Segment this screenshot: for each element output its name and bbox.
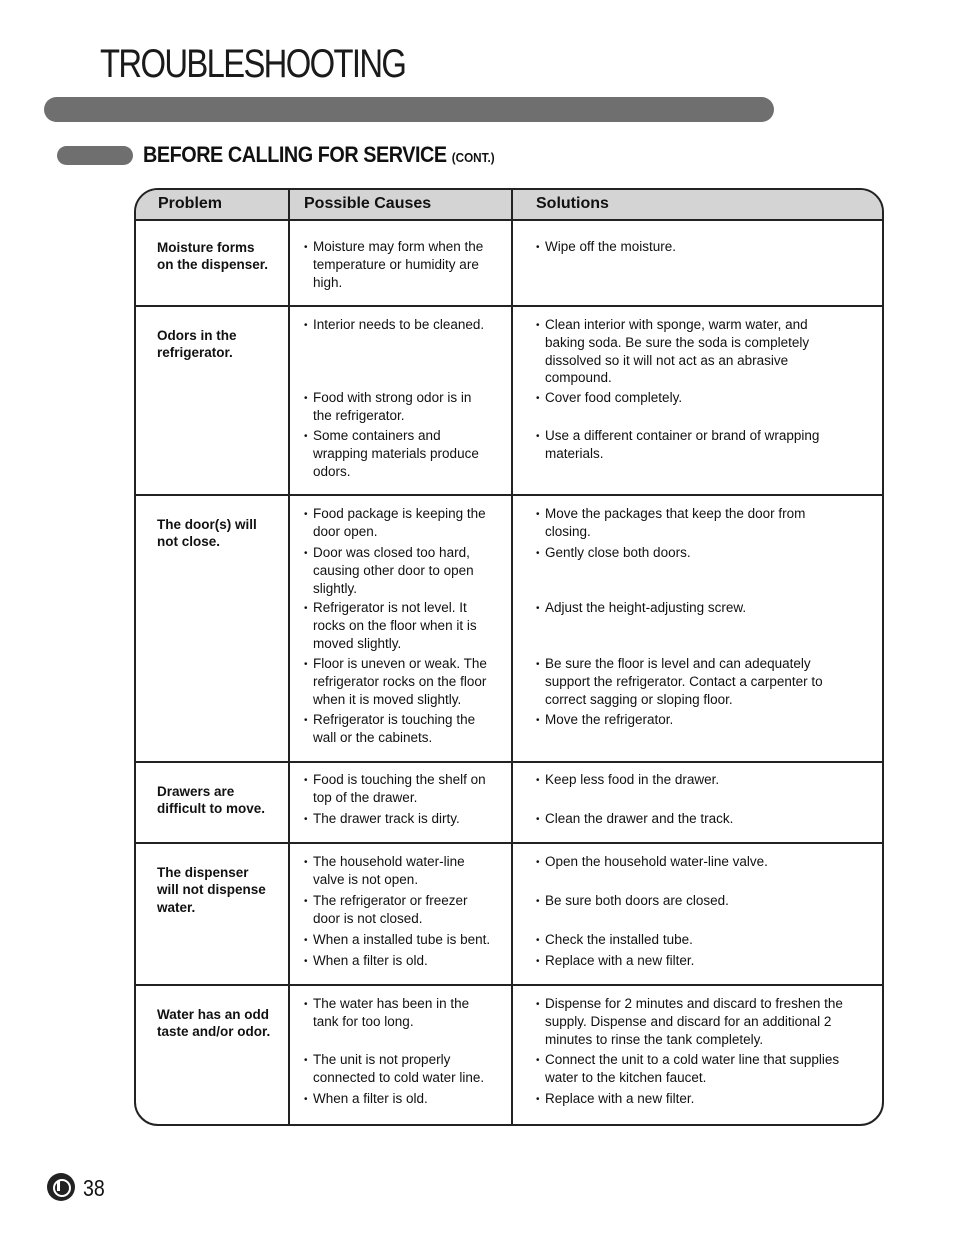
text-line: materials. — [545, 446, 604, 462]
text-line: tank for too long. — [313, 1014, 414, 1030]
text-line: The water has been in the — [313, 996, 470, 1011]
text-line: temperature or humidity are — [313, 257, 479, 273]
text-line: Replace with a new filter. — [545, 953, 695, 968]
text-line: wall or the cabinets. — [313, 730, 433, 746]
cause-item — [304, 316, 518, 334]
text-line: odors. — [313, 463, 351, 479]
text-line: Move the refrigerator. — [545, 712, 674, 727]
text-line: on the dispenser. — [157, 257, 269, 273]
text-line: Clean interior with sponge, warm water, and — [545, 317, 808, 332]
cause-item — [304, 853, 518, 889]
text-line: high. — [313, 274, 343, 290]
solution-item — [536, 892, 880, 910]
text-line: dissolved so it will not act as an abrasive — [545, 352, 789, 368]
text-line: Food package is keeping the — [313, 506, 486, 521]
cause-item — [304, 711, 518, 747]
text-line: Wipe off the moisture. — [545, 239, 677, 254]
text-line: closing. — [545, 524, 591, 540]
text-line: Be sure the floor is level and can adequately — [545, 656, 811, 671]
text-line: when it is moved slightly. — [313, 691, 462, 707]
text-line: top of the drawer. — [313, 790, 418, 806]
solution-item — [536, 810, 880, 828]
text-line: Use a different container or brand of wrapping — [545, 428, 820, 443]
text-line: Water has an odd — [157, 1007, 270, 1022]
header-problem: Problem — [158, 195, 223, 212]
row-divider — [136, 761, 882, 763]
text-line: compound. — [545, 369, 612, 385]
text-line: Keep less food in the drawer. — [545, 772, 720, 787]
text-line: Be sure both doors are closed. — [545, 893, 729, 908]
problem-cell — [157, 516, 282, 551]
cause-item — [304, 1090, 518, 1108]
text-line: Clean the drawer and the track. — [545, 811, 734, 826]
cause-item — [304, 810, 518, 828]
solution-item — [536, 711, 880, 729]
text-line: Replace with a new filter. — [545, 1091, 695, 1106]
cause-item — [304, 771, 518, 807]
text-line: supply. Dispense and discard for an additional 2 — [545, 1014, 832, 1030]
solution-item — [536, 505, 880, 541]
header-solutions: Solutions — [536, 195, 609, 212]
solution-item — [536, 995, 880, 1048]
solution-item — [536, 1051, 880, 1087]
cause-item — [304, 931, 518, 949]
text-line: Some containers and — [313, 428, 441, 443]
text-line: Moisture may form when the — [313, 239, 484, 254]
text-line: The household water-line — [313, 854, 465, 869]
text-line: The dispenser — [157, 865, 249, 880]
row-divider — [136, 984, 882, 986]
section-title-suffix: (CONT.) — [451, 150, 495, 165]
text-line: Food is touching the shelf on — [313, 772, 486, 787]
problem-cell — [157, 864, 282, 916]
solution-item — [536, 931, 880, 949]
text-line: The drawer track is dirty. — [313, 811, 460, 826]
problem-cell — [157, 239, 282, 274]
row-divider — [136, 305, 882, 307]
text-line: minutes to rinse the tank completely. — [545, 1031, 764, 1047]
text-line: Gently close both doors. — [545, 545, 691, 560]
solution-item — [536, 655, 880, 708]
text-line: refrigerator. — [157, 345, 233, 361]
section-pill — [57, 146, 133, 165]
text-line: Floor is uneven or weak. The — [313, 656, 487, 671]
solution-item — [536, 599, 880, 617]
text-line: correct sagging or sloping floor. — [545, 691, 733, 707]
problem-cell — [157, 327, 282, 362]
text-line: The door(s) will — [157, 517, 257, 532]
text-line: Adjust the height-adjusting screw. — [545, 600, 747, 615]
text-line: Odors in the — [157, 328, 237, 343]
table-header — [136, 190, 882, 221]
text-line: The refrigerator or freezer — [313, 893, 468, 908]
text-line: refrigerator rocks on the floor — [313, 674, 487, 690]
text-line: Moisture forms — [157, 240, 255, 255]
solution-item — [536, 427, 880, 463]
text-line: moved slightly. — [313, 635, 402, 651]
text-line: Food with strong odor is in — [313, 390, 472, 405]
text-line: door open. — [313, 524, 378, 540]
cause-item — [304, 544, 518, 597]
text-line: support the refrigerator. Contact a carpenter to — [545, 674, 823, 690]
text-line: Dispense for 2 minutes and discard to freshen the — [545, 996, 843, 1011]
troubleshooting-table — [134, 188, 884, 1126]
cause-item — [304, 892, 518, 928]
row-divider — [136, 494, 882, 496]
solution-item — [536, 1090, 880, 1108]
text-line: baking soda. Be sure the soda is completely — [545, 335, 810, 351]
lg-logo-icon — [47, 1173, 75, 1201]
row-divider — [136, 842, 882, 844]
text-line: Cover food completely. — [545, 390, 683, 405]
section-title-text: BEFORE CALLING FOR SERVICE — [143, 142, 447, 167]
solution-item — [536, 771, 880, 789]
text-line: causing other door to open — [313, 563, 474, 579]
text-line: water. — [157, 899, 196, 915]
text-line: valve is not open. — [313, 872, 419, 888]
text-line: wrapping materials produce — [313, 446, 479, 462]
text-line: rocks on the floor when it is — [313, 618, 477, 634]
text-line: the refrigerator. — [313, 408, 405, 424]
cause-item — [304, 427, 518, 480]
text-line: Door was closed too hard, — [313, 545, 470, 560]
cause-item — [304, 655, 518, 708]
problem-cell — [157, 783, 282, 818]
cause-item — [304, 505, 518, 541]
text-line: connected to cold water line. — [313, 1070, 485, 1086]
text-line: slightly. — [313, 580, 358, 596]
text-line: When a filter is old. — [313, 953, 428, 968]
text-line: taste and/or odor. — [157, 1024, 271, 1040]
header-possible-causes: Possible Causes — [304, 195, 432, 212]
page-number: 38 — [83, 1175, 105, 1201]
text-line: water to the kitchen faucet. — [545, 1070, 707, 1086]
problem-cell — [157, 1006, 282, 1041]
solution-item — [536, 389, 880, 407]
text-line: will not dispense — [157, 882, 266, 898]
cause-item — [304, 389, 518, 425]
text-line: Check the installed tube. — [545, 932, 693, 947]
text-line: The unit is not properly — [313, 1052, 451, 1067]
text-line: Refrigerator is touching the — [313, 712, 476, 727]
text-line: door is not closed. — [313, 911, 423, 927]
cause-item — [304, 995, 518, 1031]
text-line: When a filter is old. — [313, 1091, 428, 1106]
cause-item — [304, 238, 518, 291]
page-title: TROUBLESHOOTING — [100, 42, 406, 86]
solution-item — [536, 238, 880, 256]
text-line: Open the household water-line valve. — [545, 854, 768, 869]
solution-item — [536, 853, 880, 871]
solution-item — [536, 316, 880, 386]
text-line: Interior needs to be cleaned. — [313, 317, 485, 332]
text-line: When a installed tube is bent. — [313, 932, 491, 947]
cause-item — [304, 1051, 518, 1087]
text-line: difficult to move. — [157, 801, 265, 817]
cause-item — [304, 599, 518, 652]
section-title — [143, 142, 495, 168]
solution-item — [536, 544, 880, 562]
text-line: Drawers are — [157, 784, 235, 799]
text-line: Refrigerator is not level. It — [313, 600, 467, 615]
title-bar — [44, 97, 774, 122]
text-line: Connect the unit to a cold water line that supplies — [545, 1052, 840, 1067]
text-line: not close. — [157, 534, 221, 550]
text-line: Move the packages that keep the door from — [545, 506, 806, 521]
cause-item — [304, 952, 518, 970]
solution-item — [536, 952, 880, 970]
